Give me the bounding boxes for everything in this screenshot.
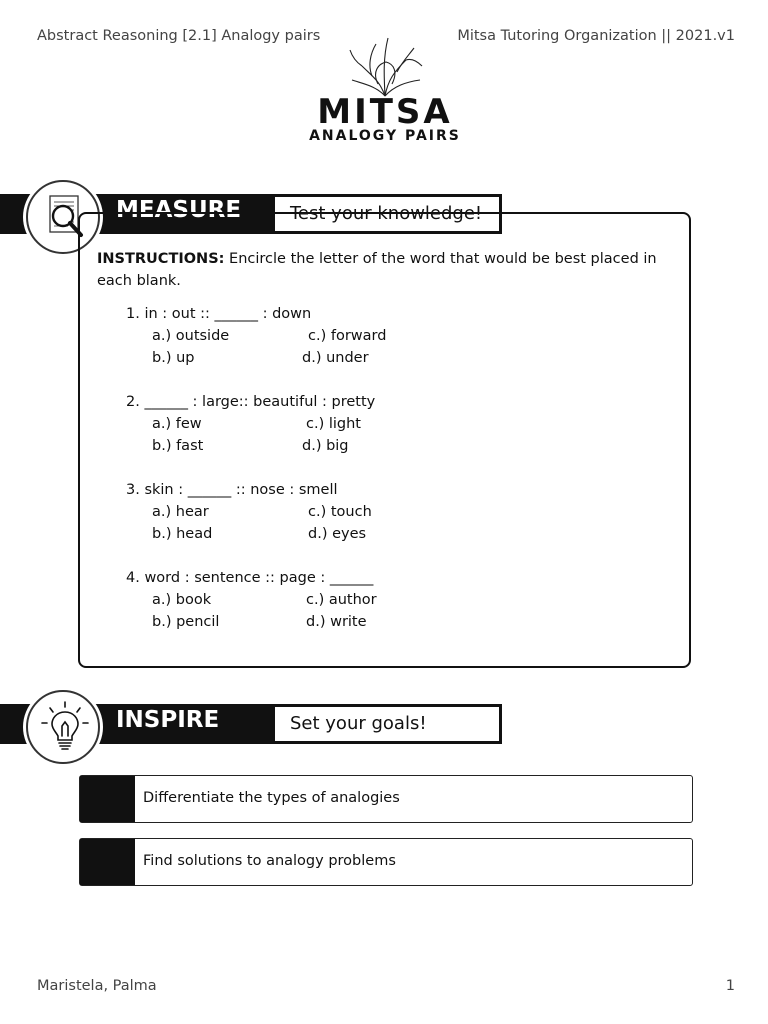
question-1-option-a[interactable]: a.) outside: [152, 328, 230, 344]
question-4: 4. word : sentence :: page : ______: [126, 570, 374, 586]
instructions: [97, 248, 667, 292]
goal-text: Differentiate the types of analogies: [143, 790, 400, 806]
question-4-option-a[interactable]: a.) book: [152, 592, 212, 608]
question-3-option-b[interactable]: b.) head: [152, 526, 213, 542]
question-3-option-c[interactable]: c.) touch: [308, 504, 372, 520]
page-number: 1: [725, 978, 735, 994]
logo-subtitle: ANALOGY PAIRS: [309, 128, 461, 144]
lightbulb-icon: [26, 690, 100, 764]
inspire-tagline: Set your goals!: [290, 713, 427, 734]
goal-marker: [80, 776, 135, 822]
question-4-option-d[interactable]: d.) write: [306, 614, 367, 630]
question-1-option-c[interactable]: c.) forward: [308, 328, 387, 344]
goal-marker: [80, 839, 135, 885]
question-3: 3. skin : ______ :: nose : smell: [126, 482, 338, 498]
question-2-option-d[interactable]: d.) big: [302, 438, 349, 454]
measure-title: MEASURE: [116, 197, 242, 223]
footer-author: Maristela, Palma: [37, 978, 157, 994]
logo-wordmark: MITSA: [317, 92, 453, 132]
instructions-text: Encircle the letter of the word that would be best placed in each blank.: [97, 251, 657, 289]
question-1-option-d[interactable]: d.) under: [302, 350, 369, 366]
questions-card: [78, 212, 691, 668]
splash-mark-icon: [342, 36, 428, 100]
goal-item: [79, 838, 693, 886]
question-3-option-d[interactable]: d.) eyes: [308, 526, 367, 542]
question-4-option-c[interactable]: c.) author: [306, 592, 377, 608]
goal-item: [79, 775, 693, 823]
question-1: 1. in : out :: ______ : down: [126, 306, 312, 322]
goal-text: Find solutions to analogy problems: [143, 853, 396, 869]
page-header-left: Abstract Reasoning [2.1] Analogy pairs: [37, 28, 321, 44]
question-2: 2. ______ : large:: beautiful : pretty: [126, 394, 376, 410]
instructions-label: INSTRUCTIONS:: [97, 251, 225, 267]
question-4-option-b[interactable]: b.) pencil: [152, 614, 220, 630]
question-2-option-a[interactable]: a.) few: [152, 416, 202, 432]
question-2-option-c[interactable]: c.) light: [306, 416, 361, 432]
mitsa-logo: [300, 36, 470, 148]
question-1-option-b[interactable]: b.) up: [152, 350, 195, 366]
inspire-title: INSPIRE: [116, 707, 220, 733]
inspire-banner: [0, 690, 510, 750]
question-3-option-a[interactable]: a.) hear: [152, 504, 209, 520]
measure-tagline: Test your knowledge!: [290, 203, 483, 224]
question-2-option-b[interactable]: b.) fast: [152, 438, 204, 454]
page-header-right: Mitsa Tutoring Organization || 2021.v1: [457, 28, 735, 44]
inspire-tag-box: [272, 704, 502, 744]
